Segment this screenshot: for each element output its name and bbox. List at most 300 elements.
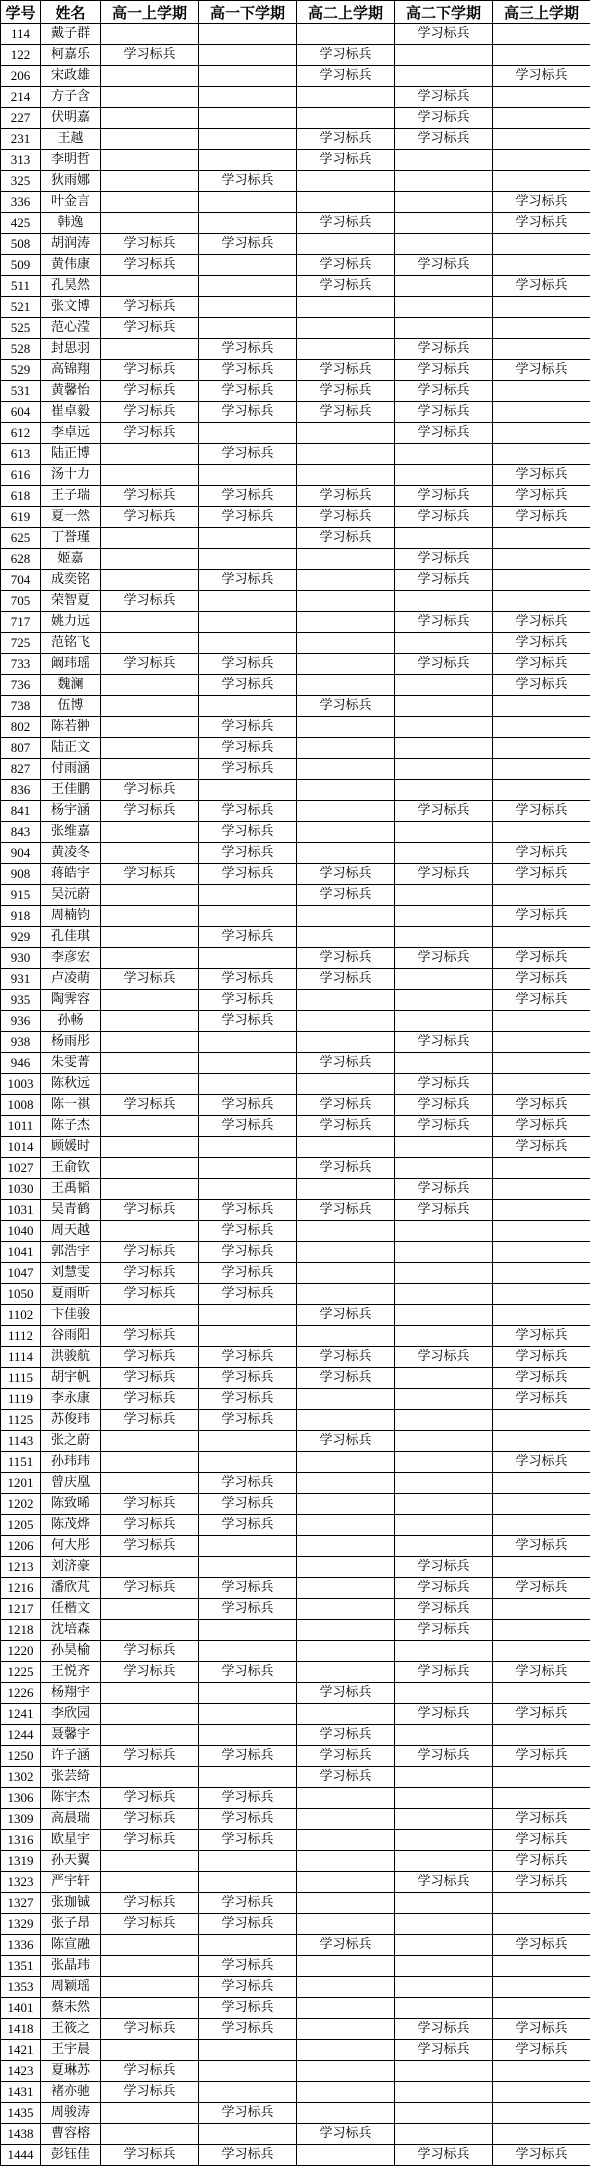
award-cell: 学习标兵 [395, 1200, 493, 1221]
award-cell: 学习标兵 [395, 1746, 493, 1767]
award-cell [297, 171, 395, 192]
table-row [1, 1578, 590, 1599]
award-cell [395, 1998, 493, 2019]
award-cell: 学习标兵 [395, 129, 493, 150]
award-cell: 学习标兵 [199, 969, 297, 990]
award-cell: 学习标兵 [395, 1872, 493, 1893]
award-cell [297, 24, 395, 45]
table-row [1, 1221, 590, 1242]
table-row [1, 1767, 590, 1788]
award-cell [493, 24, 590, 45]
student-name-cell: 许子涵 [41, 1746, 101, 1767]
table-row [1, 1011, 590, 1032]
student-id-cell: 1423 [1, 2061, 41, 2082]
student-id-cell: 1435 [1, 2103, 41, 2124]
student-name-cell: 蔡未然 [41, 1998, 101, 2019]
award-cell: 学习标兵 [297, 402, 395, 423]
student-name-cell: 王子瑞 [41, 486, 101, 507]
award-cell: 学习标兵 [297, 1746, 395, 1767]
award-cell: 学习标兵 [297, 864, 395, 885]
student-id-cell: 736 [1, 675, 41, 696]
table-row [1, 1788, 590, 1809]
award-cell [493, 1284, 590, 1305]
award-cell [297, 465, 395, 486]
student-id-cell: 1421 [1, 2040, 41, 2061]
table-row [1, 276, 590, 297]
table-row [1, 2124, 590, 2145]
student-id-cell: 1102 [1, 1305, 41, 1326]
award-cell: 学习标兵 [199, 1389, 297, 1410]
award-cell: 学习标兵 [101, 654, 199, 675]
award-cell [101, 1956, 199, 1977]
table-row [1, 1599, 590, 1620]
award-cell: 学习标兵 [297, 1305, 395, 1326]
table-body [1, 24, 590, 2166]
student-id-cell: 313 [1, 150, 41, 171]
award-cell [493, 150, 590, 171]
student-id-cell: 1114 [1, 1347, 41, 1368]
table-row [1, 1683, 590, 1704]
award-cell [297, 801, 395, 822]
award-cell [199, 1557, 297, 1578]
award-cell [101, 2040, 199, 2061]
award-cell [297, 108, 395, 129]
award-cell: 学习标兵 [297, 1683, 395, 1704]
award-cell: 学习标兵 [199, 1893, 297, 1914]
award-cell [297, 87, 395, 108]
student-id-cell: 1327 [1, 1893, 41, 1914]
award-cell [395, 1536, 493, 1557]
award-cell: 学习标兵 [199, 1347, 297, 1368]
student-name-cell: 聂馨宇 [41, 1725, 101, 1746]
award-cell [101, 1116, 199, 1137]
award-cell [395, 990, 493, 1011]
award-cell: 学习标兵 [101, 2061, 199, 2082]
award-cell [101, 717, 199, 738]
award-cell [101, 1431, 199, 1452]
award-cell [101, 948, 199, 969]
award-cell [199, 150, 297, 171]
header-grade3-term1: 高三上学期 [493, 1, 590, 24]
award-cell: 学习标兵 [101, 591, 199, 612]
award-cell [101, 696, 199, 717]
award-cell [395, 1809, 493, 1830]
student-name-cell: 李永康 [41, 1389, 101, 1410]
award-cell: 学习标兵 [493, 1452, 590, 1473]
award-cell [395, 1158, 493, 1179]
award-cell: 学习标兵 [493, 948, 590, 969]
award-cell [199, 1452, 297, 1473]
award-cell [395, 528, 493, 549]
award-cell: 学习标兵 [297, 1725, 395, 1746]
award-cell [199, 213, 297, 234]
award-cell: 学习标兵 [493, 486, 590, 507]
award-cell: 学习标兵 [101, 1914, 199, 1935]
student-name-cell: 洪骏航 [41, 1347, 101, 1368]
award-cell: 学习标兵 [101, 1536, 199, 1557]
table-row [1, 381, 590, 402]
award-cell [493, 1179, 590, 1200]
award-cell: 学习标兵 [101, 1746, 199, 1767]
student-name-cell: 胡宇帆 [41, 1368, 101, 1389]
award-cell [199, 276, 297, 297]
award-cell: 学习标兵 [493, 612, 590, 633]
award-cell: 学习标兵 [101, 507, 199, 528]
award-cell: 学习标兵 [199, 1956, 297, 1977]
award-cell: 学习标兵 [199, 1662, 297, 1683]
student-id-cell: 1336 [1, 1935, 41, 1956]
student-id-cell: 1143 [1, 1431, 41, 1452]
award-cell: 学习标兵 [199, 2145, 297, 2166]
table-row [1, 801, 590, 822]
award-cell: 学习标兵 [199, 1809, 297, 1830]
award-cell [493, 1158, 590, 1179]
award-cell: 学习标兵 [395, 948, 493, 969]
student-id-cell: 841 [1, 801, 41, 822]
student-id-cell: 1316 [1, 1830, 41, 1851]
student-name-cell: 卢凌萌 [41, 969, 101, 990]
award-cell [493, 423, 590, 444]
award-cell: 学习标兵 [101, 1368, 199, 1389]
award-cell [101, 1998, 199, 2019]
award-cell: 学习标兵 [395, 549, 493, 570]
award-cell: 学习标兵 [199, 717, 297, 738]
award-cell [199, 633, 297, 654]
award-cell [395, 1431, 493, 1452]
award-cell: 学习标兵 [297, 696, 395, 717]
award-cell [395, 1053, 493, 1074]
award-cell [493, 2082, 590, 2103]
award-cell: 学习标兵 [199, 486, 297, 507]
award-cell: 学习标兵 [297, 885, 395, 906]
award-cell: 学习标兵 [199, 402, 297, 423]
student-id-cell: 843 [1, 822, 41, 843]
award-cell [395, 675, 493, 696]
table-row [1, 822, 590, 843]
award-cell [297, 654, 395, 675]
student-name-cell: 方子含 [41, 87, 101, 108]
table-row [1, 1263, 590, 1284]
award-cell [297, 591, 395, 612]
student-name-cell: 杨宇涵 [41, 801, 101, 822]
award-cell: 学习标兵 [493, 633, 590, 654]
award-cell [199, 1431, 297, 1452]
award-cell [199, 465, 297, 486]
award-cell: 学习标兵 [101, 1893, 199, 1914]
award-cell [199, 318, 297, 339]
student-id-cell: 508 [1, 234, 41, 255]
award-cell [395, 1956, 493, 1977]
award-cell [199, 1641, 297, 1662]
award-cell: 学习标兵 [101, 1641, 199, 1662]
award-cell [297, 1137, 395, 1158]
table-row [1, 780, 590, 801]
award-cell [199, 1704, 297, 1725]
table-row [1, 759, 590, 780]
table-row [1, 654, 590, 675]
award-cell: 学习标兵 [493, 969, 590, 990]
student-name-cell: 王佳鹏 [41, 780, 101, 801]
award-cell [395, 171, 493, 192]
table-row [1, 1809, 590, 1830]
award-cell [493, 444, 590, 465]
award-cell: 学习标兵 [199, 759, 297, 780]
award-cell: 学习标兵 [199, 1011, 297, 1032]
award-cell: 学习标兵 [395, 1095, 493, 1116]
student-id-cell: 511 [1, 276, 41, 297]
header-grade1-term1: 高一上学期 [101, 1, 199, 24]
award-cell [395, 66, 493, 87]
table-row [1, 2040, 590, 2061]
award-cell [395, 717, 493, 738]
award-cell: 学习标兵 [395, 1704, 493, 1725]
student-id-cell: 1244 [1, 1725, 41, 1746]
award-cell: 学习标兵 [297, 381, 395, 402]
award-cell: 学习标兵 [199, 675, 297, 696]
award-cell: 学习标兵 [199, 990, 297, 1011]
award-cell [297, 738, 395, 759]
student-name-cell: 潘欣芃 [41, 1578, 101, 1599]
student-id-cell: 529 [1, 360, 41, 381]
student-id-cell: 625 [1, 528, 41, 549]
award-cell [199, 2061, 297, 2082]
award-cell [297, 423, 395, 444]
award-cell [493, 1914, 590, 1935]
award-cell [395, 45, 493, 66]
student-name-cell: 孙畅 [41, 1011, 101, 1032]
student-id-cell: 1226 [1, 1683, 41, 1704]
award-cell: 学习标兵 [493, 990, 590, 1011]
award-cell: 学习标兵 [199, 1914, 297, 1935]
award-cell [395, 885, 493, 906]
award-cell [297, 990, 395, 1011]
award-cell: 学习标兵 [297, 486, 395, 507]
award-cell: 学习标兵 [493, 675, 590, 696]
student-id-cell: 628 [1, 549, 41, 570]
table-row [1, 1200, 590, 1221]
award-cell [199, 2040, 297, 2061]
award-cell: 学习标兵 [297, 129, 395, 150]
award-cell: 学习标兵 [493, 843, 590, 864]
award-cell [297, 780, 395, 801]
header-student-id: 学号 [1, 1, 41, 24]
award-cell [297, 1074, 395, 1095]
award-cell: 学习标兵 [395, 570, 493, 591]
award-cell [101, 213, 199, 234]
award-cell [297, 444, 395, 465]
award-cell [199, 2082, 297, 2103]
table-row [1, 1347, 590, 1368]
award-cell [493, 1032, 590, 1053]
award-cell: 学习标兵 [101, 1662, 199, 1683]
award-cell: 学习标兵 [297, 1431, 395, 1452]
table-row [1, 24, 590, 45]
award-cell: 学习标兵 [297, 45, 395, 66]
award-cell [297, 1263, 395, 1284]
student-name-cell: 孙玮玮 [41, 1452, 101, 1473]
student-name-cell: 朱雯菁 [41, 1053, 101, 1074]
award-cell [395, 1914, 493, 1935]
student-id-cell: 904 [1, 843, 41, 864]
award-cell: 学习标兵 [199, 1095, 297, 1116]
award-cell [101, 129, 199, 150]
award-cell [493, 1074, 590, 1095]
table-row [1, 1536, 590, 1557]
award-cell [493, 87, 590, 108]
table-row [1, 2019, 590, 2040]
student-name-cell: 伏明嘉 [41, 108, 101, 129]
table-row [1, 843, 590, 864]
header-row [1, 1, 590, 24]
student-id-cell: 1125 [1, 1410, 41, 1431]
student-name-cell: 顾媛时 [41, 1137, 101, 1158]
table-row [1, 528, 590, 549]
award-cell: 学习标兵 [199, 1830, 297, 1851]
award-cell [297, 675, 395, 696]
award-cell: 学习标兵 [297, 1368, 395, 1389]
student-id-cell: 114 [1, 24, 41, 45]
table-row [1, 1914, 590, 1935]
award-cell: 学习标兵 [101, 801, 199, 822]
award-cell [297, 1704, 395, 1725]
award-cell [297, 1662, 395, 1683]
student-id-cell: 1119 [1, 1389, 41, 1410]
award-cell [101, 1305, 199, 1326]
student-id-cell: 1418 [1, 2019, 41, 2040]
award-cell: 学习标兵 [493, 2040, 590, 2061]
award-cell: 学习标兵 [297, 1116, 395, 1137]
award-cell [297, 1536, 395, 1557]
award-cell: 学习标兵 [395, 1620, 493, 1641]
award-cell: 学习标兵 [297, 150, 395, 171]
award-cell: 学习标兵 [297, 213, 395, 234]
student-name-cell: 苏俊玮 [41, 1410, 101, 1431]
award-cell [297, 1515, 395, 1536]
award-cell [297, 1032, 395, 1053]
award-cell [297, 1494, 395, 1515]
award-cell [199, 780, 297, 801]
award-cell [101, 1683, 199, 1704]
student-name-cell: 柯嘉乐 [41, 45, 101, 66]
table-row [1, 1746, 590, 1767]
award-cell: 学习标兵 [101, 402, 199, 423]
award-cell [101, 150, 199, 171]
award-cell [297, 1809, 395, 1830]
student-name-cell: 王宇晨 [41, 2040, 101, 2061]
award-cell [199, 1536, 297, 1557]
student-id-cell: 336 [1, 192, 41, 213]
award-cell: 学习标兵 [395, 654, 493, 675]
student-name-cell: 陈致晞 [41, 1494, 101, 1515]
award-cell [199, 1683, 297, 1704]
award-cell [493, 234, 590, 255]
award-cell: 学习标兵 [493, 213, 590, 234]
award-cell [199, 1872, 297, 1893]
award-cell [101, 1599, 199, 1620]
table-row [1, 1704, 590, 1725]
award-cell [101, 1473, 199, 1494]
award-cell: 学习标兵 [101, 318, 199, 339]
award-cell: 学习标兵 [101, 780, 199, 801]
award-cell [493, 129, 590, 150]
student-id-cell: 1329 [1, 1914, 41, 1935]
award-cell [395, 1137, 493, 1158]
table-row [1, 1872, 590, 1893]
student-id-cell: 1218 [1, 1620, 41, 1641]
award-cell [101, 843, 199, 864]
award-cell [297, 2019, 395, 2040]
award-cell [395, 1641, 493, 1662]
student-name-cell: 封思羽 [41, 339, 101, 360]
award-cell [395, 1893, 493, 1914]
table-row [1, 402, 590, 423]
award-cell [395, 906, 493, 927]
award-cell [101, 1704, 199, 1725]
award-cell: 学习标兵 [101, 45, 199, 66]
award-cell [199, 1305, 297, 1326]
award-cell [101, 528, 199, 549]
table-row [1, 1998, 590, 2019]
award-cell [395, 843, 493, 864]
student-name-cell: 夏一然 [41, 507, 101, 528]
student-name-cell: 宋政雄 [41, 66, 101, 87]
student-id-cell: 1241 [1, 1704, 41, 1725]
award-cell [101, 2124, 199, 2145]
award-cell [297, 612, 395, 633]
award-cell [395, 696, 493, 717]
award-cell: 学习标兵 [493, 2019, 590, 2040]
award-cell [493, 381, 590, 402]
student-name-cell: 狄雨娜 [41, 171, 101, 192]
award-cell: 学习标兵 [199, 381, 297, 402]
award-cell [493, 297, 590, 318]
award-cell: 学习标兵 [297, 1200, 395, 1221]
student-name-cell: 刘慧雯 [41, 1263, 101, 1284]
award-cell [297, 1179, 395, 1200]
award-cell: 学习标兵 [101, 360, 199, 381]
student-id-cell: 1040 [1, 1221, 41, 1242]
header-grade2-term1: 高二上学期 [297, 1, 395, 24]
award-cell [101, 1137, 199, 1158]
table-row [1, 570, 590, 591]
student-name-cell: 王筱之 [41, 2019, 101, 2040]
student-name-cell: 周颖瑶 [41, 1977, 101, 1998]
award-cell: 学习标兵 [395, 423, 493, 444]
table-row [1, 948, 590, 969]
table-row [1, 1662, 590, 1683]
student-name-cell: 陈秋远 [41, 1074, 101, 1095]
award-cell [101, 1221, 199, 1242]
award-cell [199, 66, 297, 87]
table-row [1, 906, 590, 927]
award-cell [101, 444, 199, 465]
award-cell [199, 1053, 297, 1074]
table-row [1, 1977, 590, 1998]
award-cell: 学习标兵 [101, 1494, 199, 1515]
header-name: 姓名 [41, 1, 101, 24]
award-cell: 学习标兵 [199, 1221, 297, 1242]
award-cell: 学习标兵 [493, 801, 590, 822]
award-cell [199, 129, 297, 150]
student-id-cell: 1309 [1, 1809, 41, 1830]
award-cell: 学习标兵 [101, 2145, 199, 2166]
award-cell [199, 1851, 297, 1872]
award-cell [395, 1725, 493, 1746]
student-name-cell: 周天越 [41, 1221, 101, 1242]
student-id-cell: 1353 [1, 1977, 41, 1998]
award-cell [199, 297, 297, 318]
award-cell [199, 1074, 297, 1095]
